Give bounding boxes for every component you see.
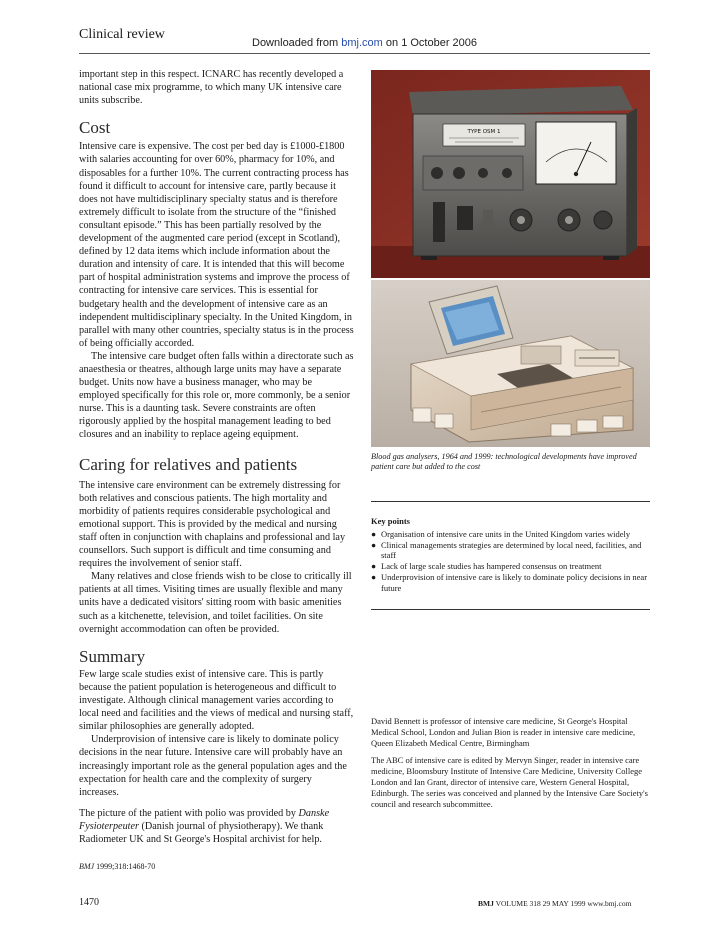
key-point-text: Underprovision of intensive care is likely to dominate policy decisions in near future [381,571,648,593]
bullet-icon: ● [371,571,377,582]
figure-caption: Blood gas analysers, 1964 and 1999: technological developments have improved patient care but added to the cost [371,452,637,471]
key-point-text: Lack of large scale studies has hampered consensus on treatment [381,561,602,572]
intro-paragraph: important step in this respect. ICNARC has recently developed a national case mix programme, to which many UK intensive care units subscribe. [79,69,344,107]
key-points-bottom-rule [371,609,650,610]
cost-paragraph-2: The intensive care budget often falls within a directorate such as anaesthesia or theatres, although large units may have a separate budget. Units now have a business manager, who may be employed specifically for this role or, more commonly, be a senior nurse. This is a daunting task. Severe constraints are often rigorously applied by the hospital management leading to bed closures and an inability to replace ageing equipment. [79,350,354,441]
key-points-title: Key points [371,516,410,526]
acknowledgement [79,807,354,846]
citation-journal: BMJ [79,862,95,872]
bmj-link[interactable]: bmj.com [341,37,383,49]
meter-model-label: TYPE OSM 1 [467,129,501,135]
key-point-text: Organisation of intensive care units in the United Kingdom varies widely [381,528,631,539]
bullet-icon: ● [371,528,377,539]
citation-details: 1999;318:1468-70 [94,862,156,872]
key-point-item [371,561,650,572]
ack-text-2: (Danish journal of physiotherapy). We thank Radiometer UK and St George's Hospital archivist for help. [79,820,324,845]
key-point-item [371,572,650,594]
page-number: 1470 [79,897,99,908]
bullet-icon: ● [371,539,377,550]
key-points-box [371,501,650,594]
journal-footer [478,899,631,908]
ack-text-1: The picture of the patient with polio was provided by [79,807,299,819]
cost-paragraph-1: Intensive care is expensive. The cost per bed day is £1000-£1800 with salaries accounting for over 60%, pharmacy for 10%, and disposables for a further 10%. The current contracting process has found it difficult to account for intensive care, partly because it does not have multidisciplinary specialty status and is therefore extremely difficult to isolate from the structure of the “finished consultant episode.” This has been partially resolved by the development of the augmented care period (except in Scotland), defined by 12 data items which include information about the duration and intensity of care. It is intended that this will become part of hospital administration systems and improve the process of contracting for intensive care services. This is essential for budgetary health and the development of intensive care as an independent multidisciplinary specialty. In the United Kingdom, in parallel with many other countries, specialty status is in the process of being officially accorded. [79,141,354,349]
left-column [79,68,354,873]
ack-journal-name: Danske Fysioterpeuter [79,807,330,832]
key-point-text: Clinical managements strategies are determined by local need, facilities, and staff [381,539,642,561]
key-point-item [371,540,650,562]
author-notes [371,716,650,816]
key-points-list [371,529,650,594]
caring-paragraph-2: Many relatives and close friends wish to be close to critically ill patients at all times. Visiting times are usually flexible and many units have a dedicated visitors' sitting room with basic amenities such as a kitchenette, television, and toilet facilities. On site overnight accommodation can often be provided. [79,571,352,635]
download-suffix: on 1 October 2006 [382,37,478,49]
footer-journal: BMJ [478,899,494,908]
summary-paragraph-2: Underprovision of intensive care is likely to dominate policy decisions in the near future. Intensive care will probably have an increasingly important role as the general population ages and the expectation for health care and the complexity of surgery increases. [79,734,347,798]
blood-gas-analyser-1964-photo [371,70,650,278]
summary-heading: Summary [79,646,146,666]
download-notice [252,37,477,49]
blood-gas-analyser-1999-photo [371,280,650,447]
caring-paragraph-1: The intensive care environment can be extremely distressing for both relatives and conscious patients. The high mortality and morbidity of patients requires considerable psychological and emotional support. This is provided by the medical and nursing staff often in conjunction with chaplains and professional and lay counsellors. Such support is difficult and time consuming and requires the involvement of senior staff. [79,479,346,570]
citation [79,860,354,873]
key-point-item [371,529,650,540]
cost-heading: Cost [79,118,111,138]
download-prefix: Downloaded from [252,37,342,49]
header-rule [79,53,650,54]
bullet-icon: ● [371,561,377,572]
section-title: Clinical review [79,27,165,42]
footer-issue: VOLUME 318 29 MAY 1999 www.bmj.com [493,899,632,908]
summary-paragraph-1: Few large scale studies exist of intensive care. This is partly because the patient population is heterogeneous and difficult to investigate. Although clinical management varies according to local need and facilities and the views of medical and nursing staff, similar philosophies are generally adopted. [79,668,354,733]
series-editor-note: The ABC of intensive care is edited by Mervyn Singer, reader in intensive care medicine, Bloomsbury Institute of Intensive Care Medicine, University College London and Ian Grant, director of intensive care, Western General Hospital, Edinburgh. The series was conceived and planned by the Intensive Care Society's council and research subcommittee. [371,755,648,809]
author-bio: David Bennett is professor of intensive care medicine, St George's Hospital Medical School, London and Julian Bion is reader in intensive care medicine, Queen Elizabeth Medical Centre, Birmingham [371,716,636,748]
caring-heading: Caring for relatives and patients [79,454,298,474]
